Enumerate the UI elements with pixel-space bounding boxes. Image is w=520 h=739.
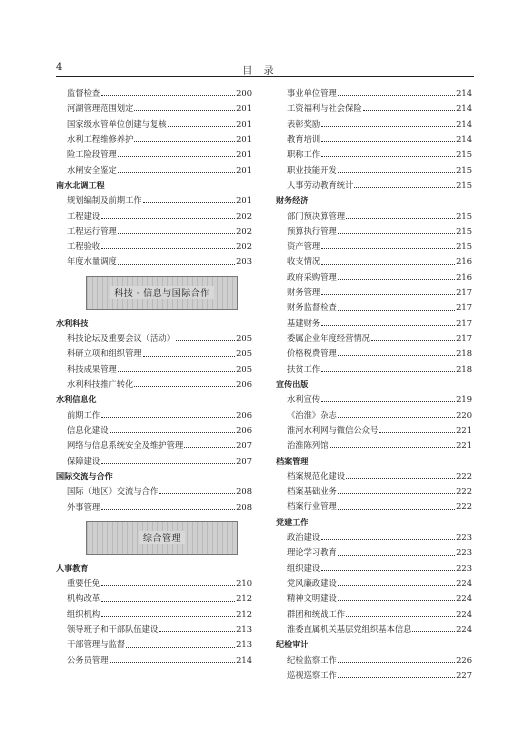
toc-entry-page: 207 [236, 455, 252, 466]
toc-entry[interactable] [56, 423, 252, 438]
section-heading-text: 南水北调工程 [56, 179, 105, 190]
toc-entry[interactable] [56, 86, 252, 101]
toc-left-column [56, 86, 252, 668]
toc-entry-page: 217 [456, 287, 472, 298]
section-banner [56, 515, 252, 561]
dot-leader [321, 401, 455, 402]
toc-entry-title: 外事管理 [67, 501, 101, 512]
toc-entry-page: 216 [456, 256, 472, 267]
toc-entry[interactable] [56, 576, 252, 591]
toc-entry[interactable] [276, 622, 472, 637]
toc-entry-title: 河湖管理范围划定 [67, 103, 134, 114]
toc-entry-page: 223 [456, 547, 472, 558]
toc-entry[interactable] [276, 668, 472, 683]
dot-leader [110, 662, 236, 663]
dot-leader [134, 141, 235, 142]
section-heading-text: 纪检审计 [276, 639, 309, 650]
toc-entry[interactable] [56, 193, 252, 208]
toc-entry-page: 206 [236, 424, 252, 435]
toc-entry-page: 216 [456, 271, 472, 282]
toc-entry-page: 212 [236, 608, 252, 619]
toc-entry-page: 201 [236, 164, 252, 175]
dot-leader [338, 95, 455, 96]
section-heading-text: 人事教育 [56, 562, 89, 573]
toc-entry[interactable] [276, 362, 472, 377]
toc-entry-title: 年度水量调度 [67, 256, 117, 267]
dot-leader [143, 202, 235, 203]
toc-entry-page: 222 [456, 470, 472, 481]
toc-entry-title: 水闸安全鉴定 [67, 164, 117, 175]
toc-entry-title: 档案行业管理 [287, 501, 337, 512]
toc-section-heading [56, 392, 252, 407]
toc-entry-page: 207 [236, 440, 252, 451]
dot-leader [321, 264, 455, 265]
toc-entry[interactable] [276, 224, 472, 239]
toc-entry[interactable] [56, 622, 252, 637]
toc-entry[interactable] [56, 454, 252, 469]
toc-entry-page: 201 [236, 195, 252, 206]
toc-entry-page: 214 [456, 133, 472, 144]
toc-entry-page: 218 [456, 363, 472, 374]
toc-section-heading [276, 637, 472, 652]
toc-entry-page: 202 [236, 210, 252, 221]
toc-section-heading [56, 316, 252, 331]
toc-entry-title: 扶贫工作 [287, 363, 321, 374]
toc-entry-page: 215 [456, 149, 472, 160]
toc-entry[interactable] [56, 408, 252, 423]
toc-entry[interactable] [56, 224, 252, 239]
dot-leader [101, 585, 235, 586]
toc-entry-page: 227 [456, 669, 472, 680]
toc-entry-page: 221 [456, 424, 472, 435]
toc-entry-page: 205 [236, 363, 252, 374]
section-heading-text: 国际交流与合作 [56, 470, 113, 481]
toc-entry[interactable] [56, 653, 252, 668]
toc-entry-page: 224 [456, 593, 472, 604]
toc-entry-title: 财务监督检查 [287, 302, 337, 313]
toc-entry[interactable] [276, 163, 472, 178]
toc-entry-title: 治淮陈列馆 [287, 440, 329, 451]
toc-entry-title: 理论学习教育 [287, 547, 337, 558]
toc-entry-page: 202 [236, 225, 252, 236]
toc-entry-title: 群团和统战工作 [287, 608, 346, 619]
dot-leader [338, 662, 455, 663]
toc-entry-page: 224 [456, 578, 472, 588]
dot-leader [338, 555, 455, 556]
toc-entry-title: 教育培训 [287, 133, 321, 144]
toc-entry-title: 财务管理 [287, 287, 321, 298]
toc-entry-title: 规划编制及前期工作 [67, 195, 142, 206]
section-banner-label: 综合管理 [139, 531, 185, 544]
toc-entry[interactable] [276, 178, 472, 193]
toc-entry-title: 前期工作 [67, 409, 101, 420]
section-banner-label: 科技 · 信息与国际合作 [110, 286, 214, 299]
toc-section-heading [276, 377, 472, 392]
toc-entry-page: 214 [236, 654, 252, 665]
toc-entry-page: 215 [456, 225, 472, 236]
toc-entry-title: 科技论坛及重要会议（活动） [67, 333, 175, 344]
toc-entry-title: 人事劳动教育统计 [287, 179, 354, 190]
toc-entry[interactable] [276, 591, 472, 606]
dot-leader [321, 539, 455, 540]
toc-entry[interactable] [56, 239, 252, 254]
toc-entry-title: 价格税费管理 [287, 348, 337, 359]
toc-section-heading [276, 454, 472, 469]
toc-section-heading [56, 561, 252, 576]
dot-leader [126, 647, 235, 648]
toc-entry-page: 201 [236, 118, 252, 129]
toc-entry-page: 203 [236, 256, 252, 267]
dot-leader [338, 355, 455, 356]
dot-leader [363, 110, 455, 111]
page-number: 4 [56, 62, 63, 73]
toc-entry[interactable] [276, 561, 472, 576]
toc-entry-page: 224 [456, 623, 472, 634]
toc-entry-title: 水利科技推广转化 [67, 379, 134, 389]
toc-entry[interactable] [56, 346, 252, 361]
toc-entry[interactable] [276, 316, 472, 331]
dot-leader [338, 509, 455, 510]
toc-entry-title: 科研立项和组织管理 [67, 348, 142, 359]
toc-entry[interactable] [56, 163, 252, 178]
toc-entry-title: 《治淮》杂志 [287, 409, 337, 420]
toc-entry-title: 监督检查 [67, 88, 101, 98]
toc-entry-page: 208 [236, 501, 252, 512]
toc-entry-title: 机构改革 [67, 593, 101, 604]
toc-entry-page: 218 [456, 348, 472, 359]
toc-entry-title: 表彰奖励 [287, 118, 321, 129]
toc-entry-title: 政治建设 [287, 532, 321, 543]
toc-entry-title: 淮委直属机关基层党组织基本信息 [287, 623, 412, 634]
toc-entry[interactable] [56, 254, 252, 269]
toc-entry[interactable] [276, 607, 472, 622]
toc-section-heading [56, 178, 252, 193]
dot-leader [159, 631, 235, 632]
toc-entry[interactable] [56, 117, 252, 132]
toc-entry[interactable] [276, 239, 472, 254]
toc-entry[interactable] [276, 346, 472, 361]
dot-leader [338, 585, 455, 586]
dot-leader [118, 371, 235, 372]
section-heading-text: 水利信息化 [56, 394, 97, 405]
toc-entry-title: 职称工作 [287, 149, 321, 160]
toc-entry-page: 220 [456, 409, 472, 420]
toc-entry[interactable] [276, 86, 472, 101]
toc-entry[interactable] [56, 484, 252, 499]
toc-entry[interactable] [276, 209, 472, 224]
toc-entry-title: 预算执行管理 [287, 225, 337, 236]
dot-leader [338, 233, 455, 234]
toc-entry-title: 国家级水管单位创建与复核 [67, 118, 167, 129]
toc-entry-title: 档案基础业务 [287, 486, 337, 497]
toc-entry-page: 212 [236, 593, 252, 604]
toc-entry-page: 200 [236, 88, 252, 98]
toc-entry-title: 领导班子和干部队伍建设 [67, 624, 159, 635]
toc-entry[interactable] [276, 147, 472, 162]
toc-entry-page: 215 [456, 179, 472, 190]
dot-leader [176, 340, 235, 341]
toc-entry[interactable] [276, 576, 472, 591]
toc-entry-title: 水利工程维修养护 [67, 133, 134, 144]
toc-entry-title: 工程验收 [67, 241, 101, 252]
toc-entry[interactable] [276, 331, 472, 346]
dot-leader [101, 601, 235, 602]
dot-leader [101, 509, 235, 510]
toc-entry-page: 201 [236, 133, 252, 144]
toc-entry-page: 226 [456, 654, 472, 665]
toc-entry-title: 党风廉政建设 [287, 578, 337, 588]
toc-entry-title: 收支情况 [287, 256, 321, 267]
toc-entry-page: 215 [456, 210, 472, 221]
toc-entry[interactable] [276, 545, 472, 560]
dot-leader [110, 432, 236, 433]
toc-entry-page: 213 [236, 624, 252, 635]
dot-leader [118, 233, 235, 234]
toc-entry-page: 222 [456, 486, 472, 497]
toc-entry-page: 205 [236, 333, 252, 344]
toc-entry-page: 208 [236, 486, 252, 497]
dot-leader [338, 279, 455, 280]
toc-entry-page: 217 [456, 333, 472, 343]
dot-leader [168, 126, 236, 127]
dot-leader [338, 600, 455, 601]
toc-section-heading [276, 515, 472, 530]
dot-leader [338, 417, 455, 418]
toc-entry-page: 215 [456, 241, 472, 252]
toc-entry-title: 资产管理 [287, 241, 321, 252]
toc-entry-title: 基建财务 [287, 317, 321, 328]
toc-entry-page: 201 [236, 149, 252, 160]
toc-entry-title: 事业单位管理 [287, 88, 337, 98]
toc-entry-page: 219 [456, 394, 472, 405]
toc-entry[interactable] [276, 270, 472, 285]
toc-entry-title: 信息化建设 [67, 424, 109, 435]
toc-entry-page: 215 [456, 164, 472, 175]
section-banner-box [86, 521, 238, 555]
toc-entry-title: 纪检监察工作 [287, 654, 337, 665]
toc-entry-title: 职业技能开发 [287, 164, 337, 175]
toc-entry[interactable] [56, 607, 252, 622]
toc-entry[interactable] [276, 499, 472, 514]
dot-leader [118, 156, 235, 157]
dot-leader [338, 677, 455, 678]
toc-entry-title: 重要任免 [67, 578, 101, 589]
toc-entry-title: 淮河水利网与微信公众号 [287, 424, 379, 435]
dot-leader [118, 172, 235, 173]
toc-entry[interactable] [276, 117, 472, 132]
dot-leader [143, 356, 235, 357]
toc-entry-title: 组织建设 [287, 562, 321, 573]
toc-entry-title: 险工险段管理 [67, 149, 117, 160]
dot-leader [321, 325, 455, 326]
toc-entry-page: 202 [236, 241, 252, 252]
dot-leader [338, 310, 455, 311]
toc-entry-title: 干部管理与监督 [67, 639, 126, 650]
toc-entry[interactable] [276, 300, 472, 315]
toc-entry-page: 222 [456, 501, 472, 512]
toc-entry-title: 工资福利与社会保险 [287, 103, 362, 114]
toc-entry-title: 部门预决算管理 [287, 210, 346, 221]
toc-entry-page: 214 [456, 118, 472, 129]
toc-entry[interactable] [56, 147, 252, 162]
toc-entry[interactable] [56, 209, 252, 224]
toc-entry[interactable] [276, 392, 472, 407]
dot-leader [101, 248, 235, 249]
dot-leader [101, 616, 235, 617]
dot-leader [346, 616, 455, 617]
toc-entry[interactable] [56, 438, 252, 453]
toc-entry-title: 水利宣传 [287, 394, 321, 405]
dot-leader [346, 218, 455, 219]
toc-entry[interactable] [276, 469, 472, 484]
toc-entry-page: 214 [456, 88, 472, 98]
toc-entry-title: 委属企业年度经营情况 [287, 333, 370, 343]
toc-entry-page: 206 [236, 379, 252, 389]
dot-leader [101, 417, 235, 418]
toc-entry[interactable] [276, 101, 472, 116]
toc-entry[interactable] [276, 484, 472, 499]
dot-leader [321, 141, 455, 142]
toc-entry-page: 210 [236, 578, 252, 589]
dot-leader [101, 218, 235, 219]
dot-leader [101, 463, 235, 464]
section-heading-text: 水利科技 [56, 317, 89, 328]
toc-entry[interactable] [276, 254, 472, 269]
toc-entry-title: 公务员管理 [67, 654, 109, 665]
toc-entry[interactable] [276, 132, 472, 147]
section-heading-text: 财务经济 [276, 195, 309, 206]
toc-entry-title: 巡视巡察工作 [287, 669, 337, 680]
toc-entry[interactable] [276, 408, 472, 423]
toc-entry[interactable] [276, 530, 472, 545]
toc-section-heading [56, 469, 252, 484]
toc-entry[interactable] [56, 591, 252, 606]
dot-leader [118, 264, 235, 265]
dot-leader [321, 248, 455, 249]
toc-entry-title: 国际（地区）交流与合作 [67, 486, 159, 497]
toc-entry[interactable] [56, 362, 252, 377]
toc-entry-title: 工程建设 [67, 210, 101, 221]
toc-entry-page: 206 [236, 409, 252, 420]
toc-entry[interactable] [276, 285, 472, 300]
dot-leader [101, 95, 235, 96]
page-title: 目 录 [242, 66, 278, 77]
toc-entry-title: 工程运行管理 [67, 225, 117, 236]
toc-entry[interactable] [56, 331, 252, 346]
toc-entry-page: 217 [456, 317, 472, 328]
dot-leader [412, 631, 455, 632]
toc-entry[interactable] [276, 438, 472, 453]
dot-leader [321, 294, 455, 295]
dot-leader [321, 371, 455, 372]
dot-leader [354, 187, 455, 188]
toc-entry[interactable] [56, 377, 252, 392]
toc-entry-page: 224 [456, 608, 472, 619]
toc-entry[interactable] [276, 423, 472, 438]
toc-entry-page: 205 [236, 348, 252, 359]
dot-leader [134, 386, 235, 387]
header-rule [56, 76, 474, 77]
toc-right-column [276, 86, 472, 683]
toc-entry-page: 214 [456, 103, 472, 114]
dot-leader [338, 493, 455, 494]
toc-entry-page: 201 [236, 103, 252, 114]
toc-entry-title: 网络与信息系统安全及维护管理 [67, 440, 184, 451]
toc-entry[interactable] [56, 132, 252, 147]
toc-entry-page: 213 [236, 639, 252, 650]
section-heading-text: 宣传出版 [276, 378, 309, 389]
section-heading-text: 档案管理 [276, 455, 309, 466]
section-banner-box [86, 276, 238, 310]
dot-leader [338, 172, 455, 173]
dot-leader [321, 126, 455, 127]
toc-section-heading [276, 193, 472, 208]
toc-entry[interactable] [56, 101, 252, 116]
toc-entry[interactable] [276, 653, 472, 668]
toc-entry-page: 221 [456, 440, 472, 451]
toc-entry-title: 组织机构 [67, 608, 101, 619]
toc-entry-title: 精神文明建设 [287, 593, 337, 604]
dot-leader [321, 570, 455, 571]
toc-entry-page: 223 [456, 562, 472, 573]
toc-entry[interactable] [56, 500, 252, 515]
dot-leader [184, 447, 235, 448]
dot-leader [134, 110, 235, 111]
toc-entry-title: 档案规范化建设 [287, 470, 346, 481]
toc-entry-page: 217 [456, 302, 472, 313]
dot-leader [379, 432, 455, 433]
section-banner [56, 270, 252, 316]
toc-entry[interactable] [56, 637, 252, 652]
toc-entry-page: 223 [456, 532, 472, 543]
dot-leader [330, 447, 456, 448]
toc-entry-title: 政府采购管理 [287, 271, 337, 282]
toc-entry-title: 科技成果管理 [67, 363, 117, 374]
dot-leader [159, 493, 235, 494]
section-heading-text: 党建工作 [276, 516, 309, 527]
dot-leader [321, 156, 455, 157]
dot-leader [346, 478, 455, 479]
toc-entry-title: 保障建设 [67, 455, 101, 466]
dot-leader [371, 340, 455, 341]
